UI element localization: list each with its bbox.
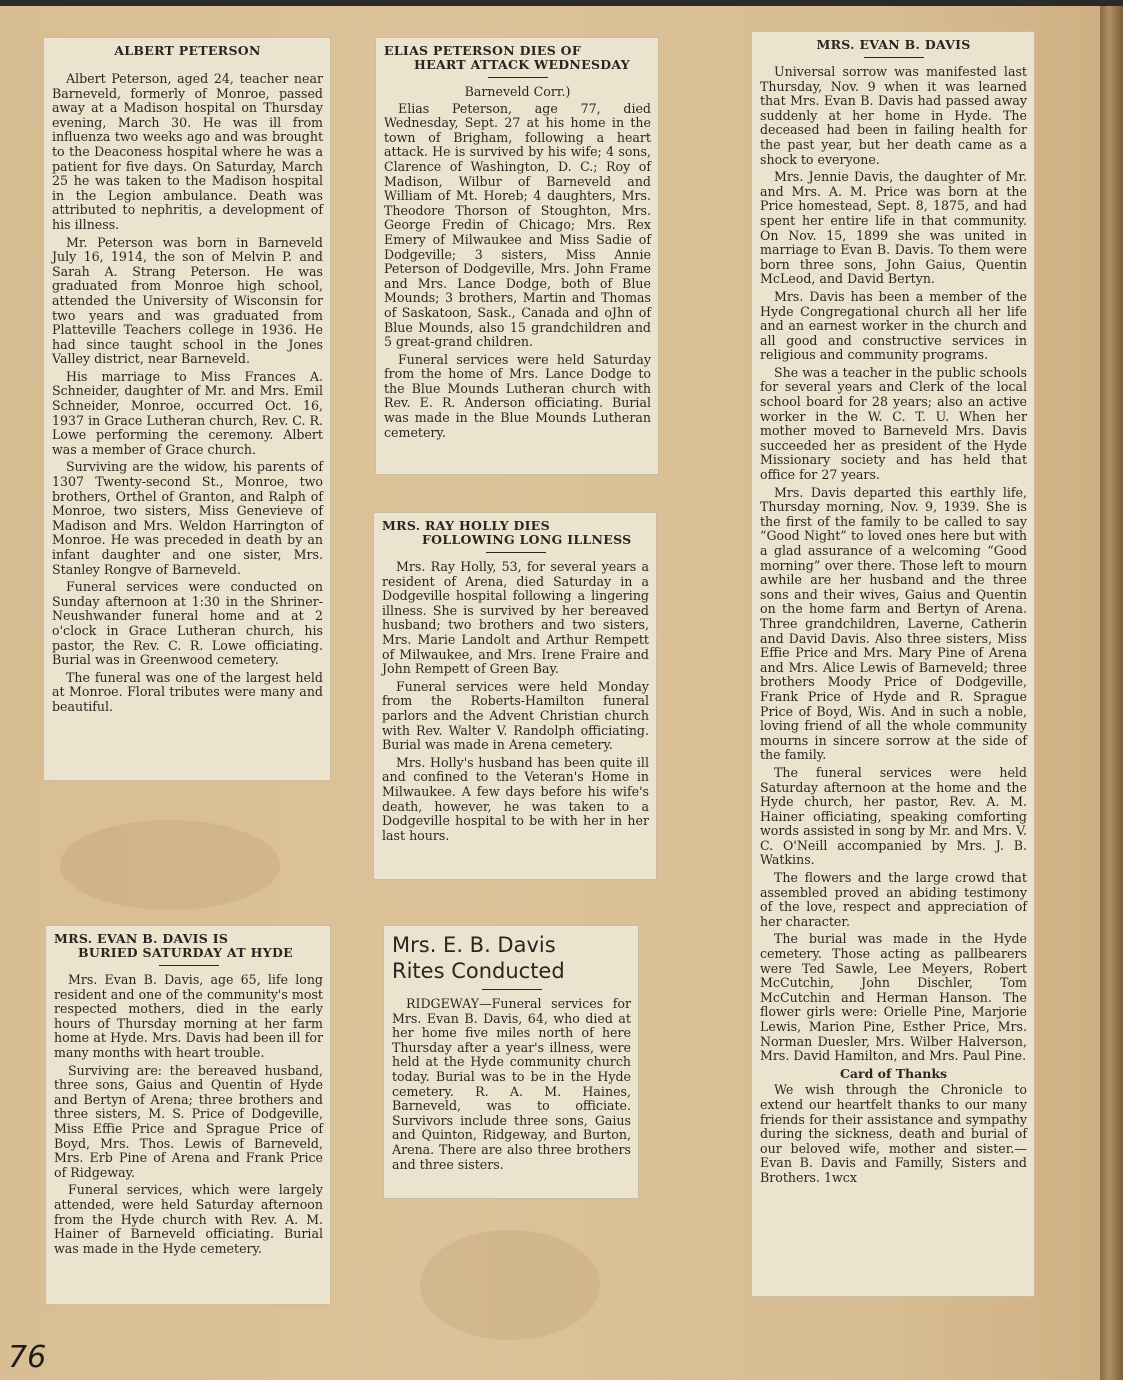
divider	[159, 965, 219, 966]
paragraph: Mrs. Davis departed this earthly life, Thursday morning, Nov. 9, 1939. She is the first of the family to be called to say “Good Night” to loved ones here but with a glad assurance of a welcoming “Good morning” over there. Those left to mourn awhile are her husband and the three sons and their wives, Gaius and Quentin on the home farm and Bertyn of Arena. Three grandchildren, Laverne, Catherin and David Davis. Also three sisters, Miss Effie Price and Mrs. Mary Pine of Arena and Mrs. Alice Lewis of Barneveld; three brothers Moody Price of Dodgeville, Frank Price of Hyde and R. Sprague Price of Boyd, Wis. And in such a noble, loving friend of all the whole community mourns in sincere sorrow at the side of the family.	[760, 484, 1027, 763]
clipping-title	[384, 44, 651, 72]
paragraph: Funeral services, which were largely attended, were held Saturday afternoon from the Hyde church with Rev. A. M. Hainer of Barneveld officiating. Burial was made in the Hyde cemetery.	[54, 1182, 323, 1256]
card-of-thanks-text: We wish through the Chronicle to extend our heartfelt thanks to our many friends for their assistance and sympathy during the sickness, death and burial of our beloved wife, mother and sister.—Evan B. Davis and Familly, Sisters and Brothers. 1wcx	[760, 1082, 1027, 1185]
title-line: ELIAS PETERSON DIES OF	[384, 43, 582, 58]
paragraph: Universal sorrow was manifested last Thursday, Nov. 9 when it was learned that Mrs. Evan B. Davis had passed away suddenly at her home in Hyde. The deceased had been in failing health for the past year, but her death came as a shock to everyone.	[760, 64, 1027, 167]
clipping-title: ALBERT PETERSON	[114, 43, 261, 58]
paragraph: Mrs. Davis has been a member of the Hyde Congregational church all her life and an earnest worker in the church and all good and constructive services in religious and community programs.	[760, 288, 1027, 363]
clipping-albert-peterson	[44, 38, 330, 780]
paragraph: Albert Peterson, aged 24, teacher near Barneveld, formerly of Monroe, passed away at a Madison hospital on Thursday evening, March 30. He was ill from influenza two weeks ago and was brought to the Deaconess hospital where he was a patient for five days. On Saturday, March 25 he was taken to the Madison hospital in the Legion ambulance. Death was attributed to nephritis, a development of his illness.	[52, 71, 323, 232]
divider	[864, 57, 924, 58]
title-line: MRS. RAY HOLLY DIES	[382, 518, 550, 533]
clipping-title	[54, 932, 323, 960]
paragraph: Mrs. Ray Holly, 53, for several years a resident of Arena, died Saturday in a Dodgeville hospital following a lingering illness. She is survived by her bereaved husband; two brothers and two sisters, Mrs. Marie Landolt and Arthur Rempett of Milwaukee, and Mrs. Irene Fraire and John Rempett of Green Bay.	[382, 559, 649, 677]
title-line: Rites Conducted	[392, 959, 565, 983]
title-line: HEART ATTACK WEDNESDAY	[414, 57, 631, 72]
paragraph: RIDGEWAY—Funeral services for Mrs. Evan B. Davis, 64, who died at her home five miles north of here Thursday after a year's illness, were held at the Hyde community church today. Burial was to be in the Hyde cemetery. R. A. M. Haines, Barneveld, was to officiate. Survivors include three sons, Gaius and Quinton, Ridgeway, and Burton, Arena. There are also three brothers and three sisters.	[392, 996, 631, 1172]
paragraph: Surviving are: the bereaved husband, three sons, Gaius and Quentin of Hyde and Bertyn of Arena; three brothers and three sisters, M. S. Price of Dodgeville, Miss Effie Price and Sprague Price of Boyd, Mrs. Thos. Lewis of Barneveld, Mrs. Erb Pine of Arena and Frank Price of Ridgeway.	[54, 1062, 323, 1180]
clipping-title	[392, 932, 631, 984]
divider	[486, 552, 546, 553]
paragraph: Elias Peterson, age 77, died Wednesday, Sept. 27 at his home in the town of Brigham, following a heart attack. He is survived by his wife; 4 sons, Clarence of Washington, D. C.; Roy of Madison, Wilbur of Barneveld and William of Mt. Horeb; 4 daughters, Mrs. Theodore Thorson of Stoughton, Mrs. George Fredin of Chicago; Mrs. Rex Emery of Milwaukee and Miss Sadie of Dodgeville; 3 sisters, Miss Annie Peterson of Dodgeville, Mrs. John Frame and Mrs. Lance Dodge, both of Blue Mounds; 3 brothers, Martin and Thomas of Saskatoon, Sask., Canada and oJhn of Blue Mounds, also 15 grandchildren and 5 great-grand children.	[384, 100, 651, 350]
paragraph: The burial was made in the Hyde cemetery. Those acting as pallbearers were Ted Sawle, Lee Meyers, Robert McCutchin, John Dischler, Tom McCutchin and Herman Hanson. The flower girls were: Orielle Pine, Marjorie Lewis, Marion Pine, Esther Price, Mrs. Norman Duesler, Mrs. Wilber Halverson, Mrs. David Hamilton, and Mrs. Paul Pine.	[760, 931, 1027, 1064]
divider	[488, 77, 548, 78]
paragraph: The flowers and the large crowd that assembled proved an abiding testimony of the love, respect and appreciation of her character.	[760, 870, 1027, 929]
book-spine	[1100, 0, 1123, 1380]
clipping-ray-holly	[374, 513, 656, 879]
title-line: FOLLOWING LONG ILLNESS	[422, 532, 632, 547]
paragraph: His marriage to Miss Frances A. Schneider, daughter of Mr. and Mrs. Emil Schneider, Monroe, occurred Oct. 16, 1937 in Grace Lutheran church, Rev. C. R. Lowe performing the ceremony. Albert was a member of Grace church.	[52, 368, 323, 457]
paragraph: Mrs. Jennie Davis, the daughter of Mr. and Mrs. A. M. Price was born at the Price homestead, Sept. 8, 1875, and had spent her entire life in that community. On Nov. 15, 1899 she was united in marriage to Evan B. Davis. To them were born three sons, John Gaius, Quentin McLeod, and David Bertyn.	[760, 169, 1027, 287]
paragraph: Mr. Peterson was born in Barneveld July 16, 1914, the son of Melvin P. and Sarah A. Strang Peterson. He was graduated from Monroe high school, attended the University of Wisconsin for two years and was graduated from Platteville Teachers college in 1936. He had since taught school in the Jones Valley district, near Barneveld.	[52, 234, 323, 367]
title-line: MRS. EVAN B. DAVIS IS	[54, 931, 229, 946]
paper-stain	[420, 1230, 600, 1340]
clipping-davis-buried	[46, 926, 330, 1304]
page-number: 76	[8, 1340, 47, 1375]
paragraph: Funeral services were held Monday from the Roberts-Hamilton funeral parlors and the Advent Christian church with Rev. Walter V. Randolph officiating. Burial was made in Arena cemetery.	[382, 678, 649, 753]
paragraph: Mrs. Holly's husband has been quite ill and confined to the Veteran's Home in Milwaukee. A few days before his wife's death, however, he was taken to a Dodgeville hospital to be with her in her last hours.	[382, 754, 649, 843]
paragraph: Mrs. Evan B. Davis, age 65, life long resident and one of the community's most respected mothers, died in the early hours of Thursday morning at her farm home at Hyde. Mrs. Davis had been ill for many months with heart trouble.	[54, 972, 323, 1060]
byline: Barneveld Corr.)	[464, 84, 571, 99]
paragraph: Funeral services were held Saturday from the home of Mrs. Lance Dodge to the Blue Mounds Lutheran church with Rev. E. R. Anderson officiating. Burial was made in the Blue Mounds Lutheran cemetery.	[384, 351, 651, 440]
page-top-edge	[0, 0, 1123, 6]
paragraph: The funeral was one of the largest held at Monroe. Floral tributes were many and beautiful.	[52, 669, 323, 714]
clipping-evan-davis-obituary	[752, 32, 1034, 1296]
clipping-title	[382, 519, 649, 547]
paragraph: Funeral services were conducted on Sunday afternoon at 1:30 in the Shriner-Neushwander funeral home and at 2 o'clock in Grace Lutheran church, his pastor, the Rev. C. R. Lowe officiating. Burial was in Greenwood cemetery.	[52, 579, 323, 668]
title-line: BURIED SATURDAY AT HYDE	[78, 945, 293, 960]
paper-stain	[60, 820, 280, 910]
paragraph: She was a teacher in the public schools for several years and Clerk of the local school board for 28 years; also an active worker in the W. C. T. U. When her mother moved to Barneveld Mrs. Davis succeeded her as president of the Hyde Missionary society and has held that office for 27 years.	[760, 364, 1027, 483]
clipping-title: MRS. EVAN B. DAVIS	[816, 37, 971, 52]
title-line: Mrs. E. B. Davis	[392, 933, 556, 957]
clipping-davis-rites	[384, 926, 638, 1198]
paragraph: The funeral services were held Saturday afternoon at the home and the Hyde church, her pastor, Rev. A. M. Hainer officiating, speaking comforting words assisted in song by Mr. and Mrs. V. C. O'Neill accompanied by Mrs. J. B. Watkins.	[760, 764, 1027, 868]
card-of-thanks-title: Card of Thanks	[839, 1065, 948, 1081]
clipping-elias-peterson	[376, 38, 658, 474]
paragraph: Surviving are the widow, his parents of 1307 Twenty-second St., Monroe, two brothers, Orthel of Granton, and Ralph of Monroe, two sisters, Miss Genevieve of Madison and Mrs. Weldon Harrington of Monroe. He was preceded in death by an infant daughter and one sister, Mrs. Stanley Rongve of Barneveld.	[52, 459, 323, 577]
divider	[482, 989, 542, 990]
